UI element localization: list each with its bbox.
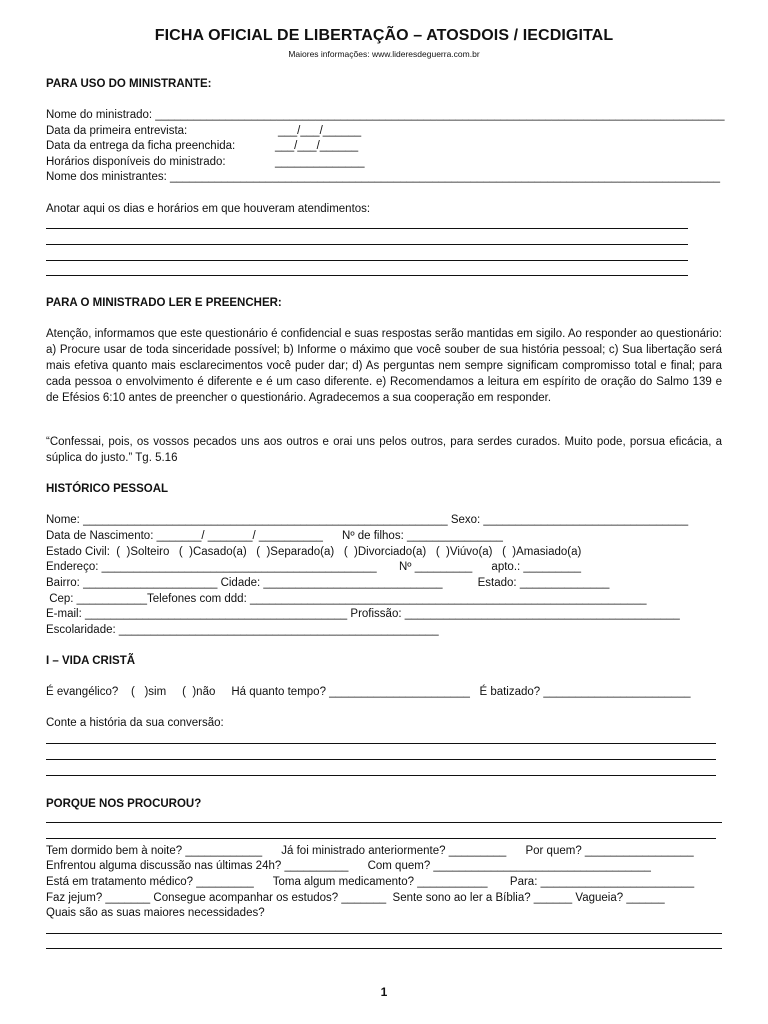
field-nascimento-filhos: Data de Nascimento: _______/ _______/ __________ Nº de filhos: _______________ [46,530,503,542]
field-escolaridade: Escolaridade: __________________________________________________ [46,624,439,636]
field-entrega-ficha-blank: ___/___/______ [275,140,359,152]
field-evangelico: É evangélico? ( )sim ( )não Há quanto tempo? ______________________ É batizado? _______________________ [46,686,691,698]
field-horarios-blank: ______________ [275,156,365,168]
field-jejum: Faz jejum? _______ Consegue acompanhar os estudos? _______ Sente sono ao ler a Bíblia? ______ Vagueia? ______ [46,892,665,904]
field-estado-civil: Estado Civil: ( )Solteiro ( )Casado(a) ( )Separado(a) ( )Divorciado(a) ( )Viúvo(a) ( )Amasiado(a) [46,546,582,558]
field-cep-telefones: Cep: ___________Telefones com ddd: ______________________________________________________________ [46,593,647,605]
field-nome-ministrado: Nome do ministrado: _________________________________________________________________________________________ [46,109,725,121]
answer-line [46,244,688,245]
field-bairro-cidade-estado: Bairro: _____________________ Cidade: ____________________________ Estado: ______________ [46,577,610,589]
field-nome-ministrantes: Nome dos ministrantes: ______________________________________________________________________________________ [46,171,721,183]
section-heading-ministrante: PARA USO DO MINISTRANTE: [46,78,212,90]
answer-line [46,948,722,949]
field-tratamento: Está em tratamento médico? _________ Toma algum medicamento? ___________ Para: ________________________ [46,876,695,888]
field-horarios-label: Horários disponíveis do ministrado: [46,156,226,168]
answer-line [46,228,688,229]
document-title: FICHA OFICIAL DE LIBERTAÇÃO – ATOSDOIS / IECDIGITAL [154,27,614,44]
field-primeira-entrevista-blank: ___/___/______ [278,125,362,137]
field-primeira-entrevista-label: Data da primeira entrevista: [46,125,188,137]
answer-line [46,838,716,839]
field-entrega-ficha-label: Data da entrega da ficha preenchida: [46,140,236,152]
field-endereco: Endereço: ___________________________________________ Nº _________ apto.: _________ [46,561,581,573]
field-necessidades-label: Quais são as suas maiores necessidades? [46,907,265,919]
answer-line [46,759,716,760]
answer-line [46,260,688,261]
field-conversao-label: Conte a história da sua conversão: [46,717,224,729]
answer-line [46,775,716,776]
field-discussao: Enfrentou alguma discussão nas últimas 24h? __________ Com quem? __________________________________ [46,860,651,872]
answer-line [46,822,722,823]
field-dormido: Tem dormido bem à noite? ____________ Já foi ministrado anteriormente? _________ Por quem? _________________ [46,845,694,857]
document-subtitle: Maiores informações: www.lideresdeguerra.com.br [288,49,480,59]
field-email-profissao: E-mail: _________________________________________ Profissão: ___________________________________________ [46,608,680,620]
paragraph-quote: “Confessai, pois, os vossos pecados uns aos outros e orai uns pelos outros, para serdes curados. Muito pode, porsua eficácia, a súplica do justo.” Tg. 5.16 [46,436,722,464]
answer-line [46,933,722,934]
section-heading-procurou: PORQUE NOS PROCUROU? [46,798,202,810]
answer-line [46,275,688,276]
page-number: 1 [380,985,388,999]
section-heading-historico: HISTÓRICO PESSOAL [46,483,169,495]
field-anotar-label: Anotar aqui os dias e horários em que houveram atendimentos: [46,203,371,215]
answer-line [46,743,716,744]
section-heading-ministrado: PARA O MINISTRADO LER E PREENCHER: [46,297,282,309]
section-heading-vida-crista: I – VIDA CRISTÃ [46,655,136,667]
field-nome-sexo: Nome: _________________________________________________________ Sexo: ________________________________ [46,514,689,526]
paragraph-atencao: Atenção, informamos que este questionário é confidencial e suas respostas serão mantidas em sigilo. Ao responder ao questionário: a) Procure usar de toda sinceridade possível; b) Informe o máximo que você souber de sua história pessoal; c) Sua libertação será mais efetiva quanto mais esclarecimentos você puder dar; d) As perguntas nem sempre significam compromisso total e final; para cada pessoa o envolvimento é diferente e é um caso diferente. e) Recomendamos a leitura em espírito de oração do Salmo 139 e de Efésios 6:10 antes de preencher o questionário. Agradecemos a sua cooperação em responder. [46,328,722,404]
